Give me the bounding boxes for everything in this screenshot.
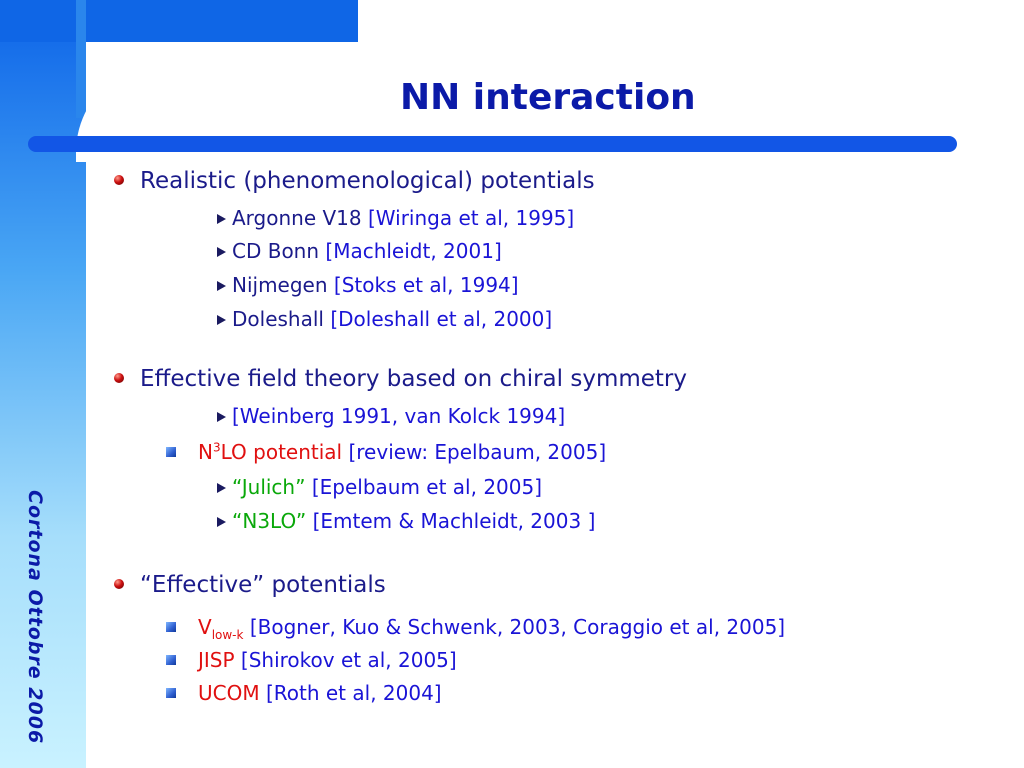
triangle-bullet-icon: [217, 281, 226, 291]
list-item: [Weinberg 1991, van Kolck 1994]: [217, 404, 565, 428]
section-heading-effective: “Effective” potentials: [114, 572, 386, 598]
square-bullet-icon: [166, 655, 176, 665]
triangle-bullet-icon: [217, 517, 226, 527]
list-item: JISP [Shirokov et al, 2005]: [166, 648, 457, 672]
triangle-bullet-icon: [217, 247, 226, 257]
triangle-bullet-icon: [217, 483, 226, 493]
bullet-ball-icon: [114, 175, 124, 185]
list-item: “N3LO” [Emtem & Machleidt, 2003 ]: [217, 509, 595, 533]
bullet-ball-icon: [114, 373, 124, 383]
list-item-vlowk: $V_{low-k}$ [Bogner, Kuo & Schwenk, 2003, Coraggio et al, 2005]: [166, 615, 785, 642]
bullet-ball-icon: [114, 579, 124, 589]
list-item-n3lo: $N^3LO$ potential [review: Epelbaum, 2005]: [166, 440, 606, 464]
square-bullet-icon: [166, 688, 176, 698]
list-item: “Julich” [Epelbaum et al, 2005]: [217, 475, 542, 499]
triangle-bullet-icon: [217, 315, 226, 325]
triangle-bullet-icon: [217, 214, 226, 224]
section-heading-eft: Effective field theory based on chiral symmetry: [114, 366, 687, 392]
list-item: Doleshall [Doleshall et al, 2000]: [217, 307, 552, 331]
square-bullet-icon: [166, 447, 176, 457]
section-heading-realistic: Realistic (phenomenological) potentials: [114, 168, 595, 194]
list-item: Nijmegen [Stoks et al, 1994]: [217, 273, 519, 297]
triangle-bullet-icon: [217, 412, 226, 422]
list-item: Argonne V18 [Wiringa et al, 1995]: [217, 206, 574, 230]
square-bullet-icon: [166, 622, 176, 632]
slide-title: NN interaction: [400, 77, 696, 118]
list-item: UCOM [Roth et al, 2004]: [166, 681, 442, 705]
side-footer-text: Cortona Ottobre 2006: [24, 490, 46, 745]
list-item: CD Bonn [Machleidt, 2001]: [217, 239, 502, 263]
